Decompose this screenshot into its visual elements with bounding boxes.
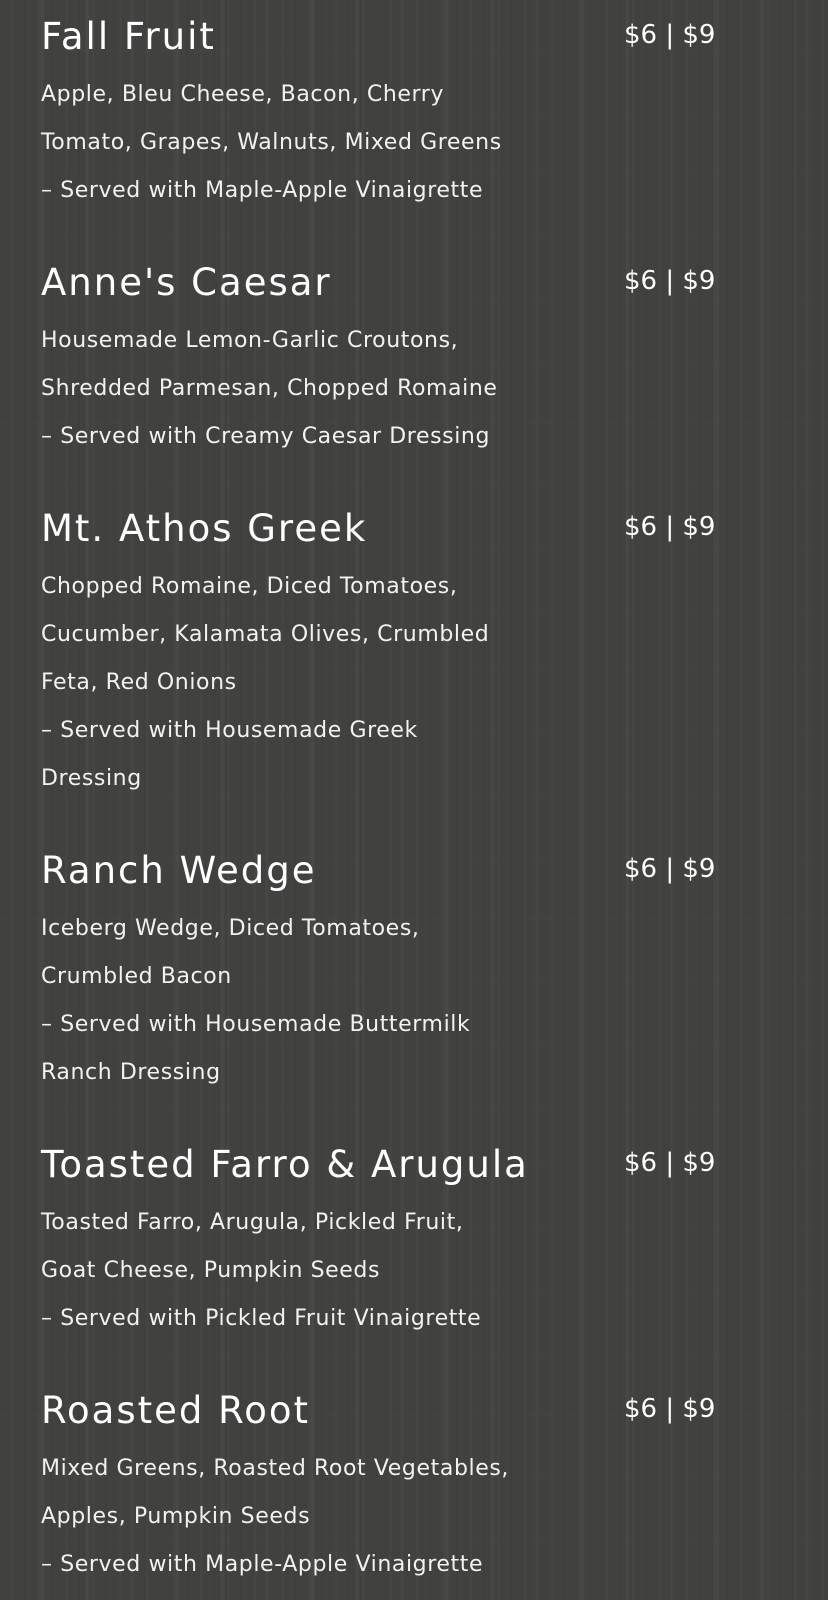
item-name: Ranch Wedge — [41, 849, 317, 892]
description-line: Mixed Greens, Roasted Root Vegetables, — [41, 1456, 510, 1481]
description-line: Crumbled Bacon — [41, 964, 232, 989]
description-line: – Served with Housemade Buttermilk — [41, 1012, 471, 1037]
description-line: – Served with Housemade Greek — [41, 718, 418, 743]
item-name: Anne's Caesar — [41, 261, 332, 304]
description-line: Chopped Romaine, Diced Tomatoes, — [41, 574, 458, 599]
description-line: Toasted Farro, Arugula, Pickled Fruit, — [41, 1210, 464, 1235]
item-description — [41, 1199, 561, 1343]
item-description — [41, 563, 561, 803]
item-price: $6 | $9 — [624, 854, 716, 884]
item-price: $6 | $9 — [624, 20, 716, 50]
description-line: Iceberg Wedge, Diced Tomatoes, — [41, 916, 420, 941]
description-line: Goat Cheese, Pumpkin Seeds — [41, 1258, 381, 1283]
description-line: – Served with Pickled Fruit Vinaigrette — [41, 1306, 482, 1331]
item-price: $6 | $9 — [624, 512, 716, 542]
description-line: – Served with Creamy Caesar Dressing — [41, 424, 491, 449]
description-line: Feta, Red Onions — [41, 670, 237, 695]
description-line: Apples, Pumpkin Seeds — [41, 1504, 311, 1529]
description-line: Cucumber, Kalamata Olives, Crumbled — [41, 622, 490, 647]
item-price: $6 | $9 — [624, 1148, 716, 1178]
item-name: Toasted Farro & Arugula — [41, 1143, 529, 1186]
item-price: $6 | $9 — [624, 1394, 716, 1424]
description-line: Ranch Dressing — [41, 1060, 221, 1085]
description-line: Dressing — [41, 766, 142, 791]
description-line: Shredded Parmesan, Chopped Romaine — [41, 376, 498, 401]
item-description — [41, 71, 561, 215]
description-line: Housemade Lemon-Garlic Croutons, — [41, 328, 459, 353]
description-line: – Served with Maple-Apple Vinaigrette — [41, 178, 484, 203]
description-line: – Served with Maple-Apple Vinaigrette — [41, 1552, 484, 1577]
item-name: Roasted Root — [41, 1389, 310, 1432]
description-line: Tomato, Grapes, Walnuts, Mixed Greens — [41, 130, 502, 155]
item-description — [41, 317, 561, 461]
description-line: Apple, Bleu Cheese, Bacon, Cherry — [41, 82, 445, 107]
item-description — [41, 1445, 561, 1589]
item-description — [41, 905, 561, 1097]
item-name: Mt. Athos Greek — [41, 507, 368, 550]
item-name: Fall Fruit — [41, 15, 216, 58]
item-price: $6 | $9 — [624, 266, 716, 296]
